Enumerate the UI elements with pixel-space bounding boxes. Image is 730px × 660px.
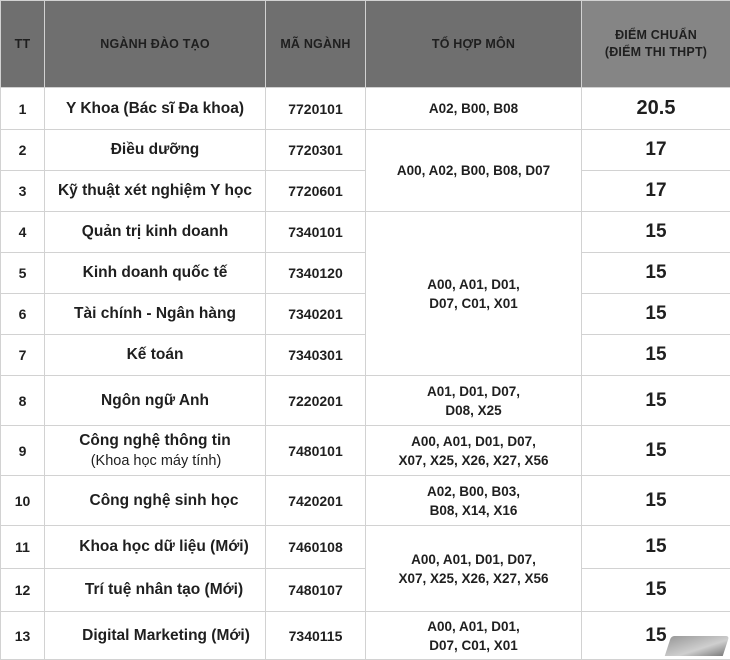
- table-row: [1, 294, 730, 335]
- major-name: Kinh doanh quốc tế: [45, 253, 266, 294]
- row-index: 4: [1, 212, 45, 253]
- subject-combo: [366, 476, 582, 526]
- row-index: 7: [1, 335, 45, 376]
- cutoff-score: 15: [582, 612, 730, 660]
- subject-combo: [366, 612, 582, 660]
- subject-combo: [366, 426, 582, 476]
- major-name: Kế toán: [45, 335, 266, 376]
- table-row: [1, 212, 730, 253]
- cutoff-score: 20.5: [582, 88, 730, 130]
- row-index: 10: [1, 476, 45, 526]
- row-index: 12: [1, 569, 45, 612]
- row-index: 8: [1, 376, 45, 426]
- combo-line: A02, B00, B03,: [366, 482, 581, 501]
- combo-line: A01, D01, D07,: [366, 382, 581, 401]
- major-code: 7340201: [266, 294, 366, 335]
- major-code: 7420201: [266, 476, 366, 526]
- combo-line: D08, X25: [366, 401, 581, 420]
- combo-line: D07, C01, X01: [366, 294, 581, 313]
- header-combo: TỔ HỢP MÔN: [366, 1, 582, 88]
- table-row: [1, 612, 730, 660]
- major-name: [45, 426, 266, 476]
- major-name: Trí tuệ nhân tạo (Mới): [45, 569, 266, 612]
- major-name: Khoa học dữ liệu (Mới): [45, 526, 266, 569]
- combo-line: A00, A01, D01,: [366, 275, 581, 294]
- combo-line: B08, X14, X16: [366, 501, 581, 520]
- combo-line: X07, X25, X26, X27, X56: [366, 569, 581, 588]
- table-row: [1, 253, 730, 294]
- major-name: Y Khoa (Bác sĩ Đa khoa): [45, 88, 266, 130]
- header-score-line1: ĐIỂM CHUẨN: [582, 27, 730, 44]
- major-name-main: Công nghệ thông tin: [79, 432, 231, 449]
- cutoff-score: 17: [582, 171, 730, 212]
- corner-decoration: [665, 636, 729, 656]
- cutoff-score: 15: [582, 335, 730, 376]
- row-index: 11: [1, 526, 45, 569]
- table-row: [1, 130, 730, 171]
- combo-line: A00, A02, B00, B08, D07: [366, 161, 581, 180]
- header-row: [1, 1, 730, 88]
- major-code: 7340301: [266, 335, 366, 376]
- row-index: 6: [1, 294, 45, 335]
- major-code: 7720101: [266, 88, 366, 130]
- cutoff-score: 15: [582, 212, 730, 253]
- major-name: Quản trị kinh doanh: [45, 212, 266, 253]
- table-row: [1, 88, 730, 130]
- major-name: Kỹ thuật xét nghiệm Y học: [45, 171, 266, 212]
- header-score: [582, 1, 730, 88]
- cutoff-score: 15: [582, 294, 730, 335]
- row-index: 13: [1, 612, 45, 660]
- header-score-line2: (ĐIỂM THI THPT): [582, 44, 730, 61]
- major-name: Tài chính - Ngân hàng: [45, 294, 266, 335]
- subject-combo: [366, 526, 582, 612]
- major-code: 7220201: [266, 376, 366, 426]
- table-row: [1, 426, 730, 476]
- cutoff-score: 17: [582, 130, 730, 171]
- header-major: NGÀNH ĐÀO TẠO: [45, 1, 266, 88]
- subject-combo: [366, 212, 582, 376]
- table-row: [1, 335, 730, 376]
- cutoff-score: 15: [582, 569, 730, 612]
- major-code: 7720601: [266, 171, 366, 212]
- combo-line: A00, A01, D01,: [366, 617, 581, 636]
- subject-combo: [366, 88, 582, 130]
- combo-line: A02, B00, B08: [366, 99, 581, 118]
- cutoff-score: 15: [582, 426, 730, 476]
- major-code: 7460108: [266, 526, 366, 569]
- table-row: [1, 526, 730, 569]
- row-index: 3: [1, 171, 45, 212]
- cutoff-score: 15: [582, 376, 730, 426]
- row-index: 1: [1, 88, 45, 130]
- major-code: 7340115: [266, 612, 366, 660]
- major-code: 7480101: [266, 426, 366, 476]
- row-index: 9: [1, 426, 45, 476]
- major-code: 7720301: [266, 130, 366, 171]
- cutoff-score: 15: [582, 526, 730, 569]
- header-code: MÃ NGÀNH: [266, 1, 366, 88]
- cutoff-score: 15: [582, 476, 730, 526]
- table-row: [1, 376, 730, 426]
- major-code: 7340101: [266, 212, 366, 253]
- table-row: [1, 171, 730, 212]
- combo-line: A00, A01, D01, D07,: [366, 550, 581, 569]
- subject-combo: [366, 130, 582, 212]
- combo-line: A00, A01, D01, D07,: [366, 432, 581, 451]
- major-name: Ngôn ngữ Anh: [45, 376, 266, 426]
- major-code: 7480107: [266, 569, 366, 612]
- cutoff-score: 15: [582, 253, 730, 294]
- major-name: Digital Marketing (Mới): [45, 612, 266, 660]
- subject-combo: [366, 376, 582, 426]
- table-row: [1, 569, 730, 612]
- row-index: 2: [1, 130, 45, 171]
- table-row: [1, 476, 730, 526]
- combo-line: D07, C01, X01: [366, 636, 581, 655]
- row-index: 5: [1, 253, 45, 294]
- major-code: 7340120: [266, 253, 366, 294]
- major-name: Công nghệ sinh học: [45, 476, 266, 526]
- major-name-sub: (Khoa học máy tính): [45, 453, 265, 469]
- header-tt: TT: [1, 1, 45, 88]
- major-name: Điều dưỡng: [45, 130, 266, 171]
- combo-line: X07, X25, X26, X27, X56: [366, 451, 581, 470]
